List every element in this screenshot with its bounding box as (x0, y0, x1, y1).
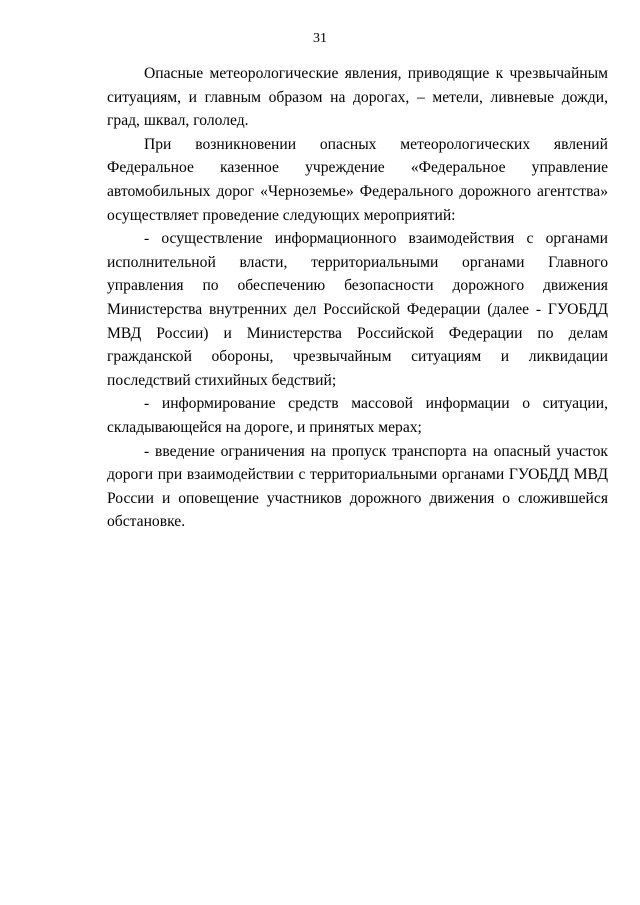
paragraph-measures-intro: При возникновении опасных метеорологических явлений Федеральное казенное учреждение «Федеральное управление автомобильных дорог «Черноземье» Федерального дорожного агентства» осуществляет проведение следующих мероприятий: (107, 135, 608, 224)
document-body (107, 62, 608, 534)
paragraph-hazards-intro: Опасные метеорологические явления, приводящие к чрезвычайным ситуациям, и главным образом на дорогах, – метели, ливневые дожди, град, шквал, гололед. (107, 65, 608, 130)
list-item-media-informing: - информирование средств массовой информации о ситуации, складывающейся на дороге, и принятых мерах; (107, 395, 608, 436)
list-item-interaction: - осуществление информационного взаимодействия с органами исполнительной власти, территориальными органами Главного управления по обеспечению безопасности дорожного движения Министерства внутренних дел Российской Федерации (далее - ГУОБДД МВД России) и Министерства Российской Федерации по делам гражданской обороны, чрезвычайным ситуациям и ликвидации последствий стихийных бедствий; (107, 230, 608, 389)
page-number: 31 (313, 31, 327, 46)
list-item-traffic-restriction: - введение ограничения на пропуск транспорта на опасный участок дороги при взаимодействии с территориальными органами ГУОБДД МВД России и оповещение участников дорожного движения о сложившейся обстановке. (107, 442, 608, 531)
